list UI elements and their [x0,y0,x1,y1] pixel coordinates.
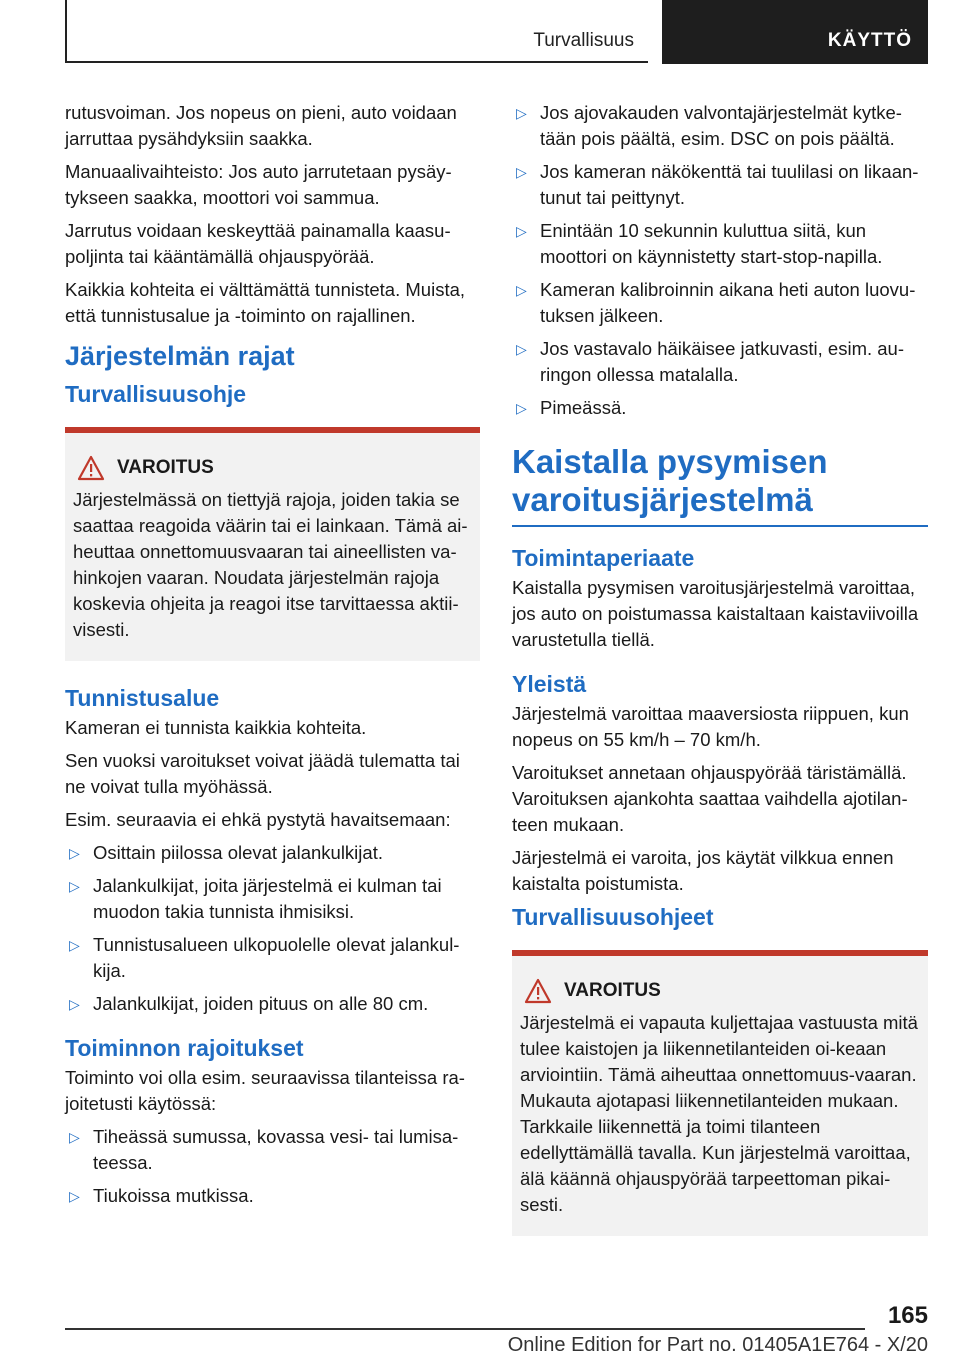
warning-text: Järjestelmä ei vapauta kuljettajaa vastuusta mitä tulee kaistojen ja liikennetilanteiden oi-keaan arviointiin. Tämä aiheuttaa onnettomuus-vaaran. Mukauta ajotapasi liikennetilanteiden mukaan. Tarkkaile liikennettä ja toimi tilanteen edellyttämällä tavalla. Kun järjestelmä varoittaa, älä käännä ohjauspyörää tarpeettoman pikai-sesti. [520,1012,918,1215]
warning-box [65,427,480,661]
footer-edition: Online Edition for Part no. 01405A1E764 - X/20 [507,1334,928,1356]
restriction-list [65,1124,480,1209]
warning-box [512,950,928,1236]
heading-function-restrictions: Toiminnon rajoitukset [65,1035,304,1061]
list-item: ▷ Jalankulkijat, joiden pituus on alle 80 cm. [65,991,480,1017]
triangle-bullet-icon: ▷ [69,1129,80,1145]
list-item: ▷ Enintään 10 sekunnin kuluttua siitä, kun moottori on käynnistetty start-stop-napilla. [516,220,883,267]
list-item: ▷ Osittain piilossa olevat jalankulkijat. [65,840,480,866]
paragraph: Manuaalivaihteisto: Jos auto jarrutetaan pysäy-tykseen saakka, moottori voi sammua. [65,161,452,208]
triangle-bullet-icon: ▷ [69,996,80,1012]
warning-label: VAROITUS [564,980,661,1001]
warning-triangle-icon [524,978,552,1004]
paragraph: Sen vuoksi varoitukset voivat jäädä tulematta tai ne voivat tulla myöhässä. [65,750,460,797]
list-item: ▷ Jos vastavalo häikäisee jatkuvasti, esim. au-ringon ollessa matalalla. [516,338,905,385]
restriction-list-continued [512,100,928,421]
footer-divider [65,1328,865,1330]
paragraph: Esim. seuraavia ei ehkä pystytä havaitsemaan: [65,809,451,830]
triangle-bullet-icon: ▷ [516,105,527,121]
list-item: ▷ Jos ajovakauden valvontajärjestelmät kytke-tään pois päältä, esim. DSC on pois päältä. [516,102,902,149]
triangle-bullet-icon: ▷ [516,164,527,180]
warning-label: VAROITUS [117,457,214,478]
chapter-tab [662,0,928,64]
warning-text: Järjestelmässä on tiettyjä rajoja, joiden takia se saattaa reagoida väärin tai ei lainkaan. Tämä ai-heuttaa onnettomuusvaaran tai aineellisten va-hinkojen vaaran. Noudata järjestelmän rajoja koskevia ohjeita ja reagoi itse tarvittaessa aktii-visesti. [73,489,468,640]
list-item: ▷ Jos kameran näkökenttä tai tuulilasi on likaan-tunut tai peittynyt. [516,161,919,208]
section-tab [65,0,648,63]
left-column [65,100,480,1216]
triangle-bullet-icon: ▷ [69,1188,80,1204]
list-item: ▷ Kameran kalibroinnin aikana heti auton luovu-tuksen jälkeen. [516,279,916,326]
triangle-bullet-icon: ▷ [516,400,527,416]
page-number: 165 [887,1302,928,1329]
heading-detection-area: Tunnistusalue [65,685,220,711]
heading-safety-notes: Turvallisuusohjeet [512,904,714,930]
heading-lane-departure-warning: Kaistalla pysymisen varoitusjärjestelmä [512,443,928,527]
paragraph: Kameran ei tunnista kaikkia kohteita. [65,717,367,738]
detection-list [65,840,480,1017]
paragraph: Kaistalla pysymisen varoitusjärjestelmä varoittaa, jos auto on poistumassa kaistaltaan kaistaviivoilla varustetulla tiellä. [512,577,919,650]
triangle-bullet-icon: ▷ [69,878,80,894]
list-item: ▷ Tiheässä sumussa, kovassa vesi- tai lumisa-teessa. [69,1126,459,1173]
paragraph: Kaikkia kohteita ei välttämättä tunnisteta. Muista, että tunnistusalue ja -toiminto on rajallinen. [65,279,466,326]
list-item: ▷ Tunnistusalueen ulkopuolelle olevat jalankul-kija. [69,934,460,981]
triangle-bullet-icon: ▷ [516,223,527,239]
heading-general: Yleistä [512,671,587,697]
list-item: ▷ Jalankulkijat, joita järjestelmä ei kulman tai muodon takia tunnista ihmisiksi. [69,875,442,922]
chapter-title: KÄYTTÖ [827,30,912,51]
triangle-bullet-icon: ▷ [69,845,80,861]
list-item: ▷ Pimeässä. [512,395,928,421]
paragraph: rutusvoiman. Jos nopeus on pieni, auto voidaan jarruttaa pysähdyksiin saakka. [65,102,457,149]
paragraph: Toiminto voi olla esim. seuraavissa tilanteissa ra-joitetusti käytössä: [65,1067,465,1114]
paragraph: Varoitukset annetaan ohjauspyörää täristämällä. Varoituksen ajankohta saattaa vaihdella ajotilan-teen mukaan. [512,762,908,835]
paragraph: Järjestelmä varoittaa maaversiosta riippuen, kun nopeus on 55 km/h – 70 km/h. [512,703,909,750]
heading-safety-note: Turvallisuusohje [65,381,247,407]
paragraph: Jarrutus voidaan keskeyttää painamalla kaasu-poljinta tai kääntämällä ohjauspyörää. [65,220,451,267]
warning-triangle-icon [77,455,105,481]
section-title: Turvallisuus [533,30,634,51]
paragraph: Järjestelmä ei varoita, jos käytät vilkkua ennen kaistalta poistumista. [512,847,894,894]
triangle-bullet-icon: ▷ [69,937,80,953]
heading-operating-principle: Toimintaperiaate [512,545,695,571]
list-item: ▷ Tiukoissa mutkissa. [65,1183,480,1209]
page-header [65,0,928,64]
triangle-bullet-icon: ▷ [516,282,527,298]
triangle-bullet-icon: ▷ [516,341,527,357]
right-column [512,100,928,1260]
heading-system-limits: Järjestelmän rajat [65,341,295,371]
